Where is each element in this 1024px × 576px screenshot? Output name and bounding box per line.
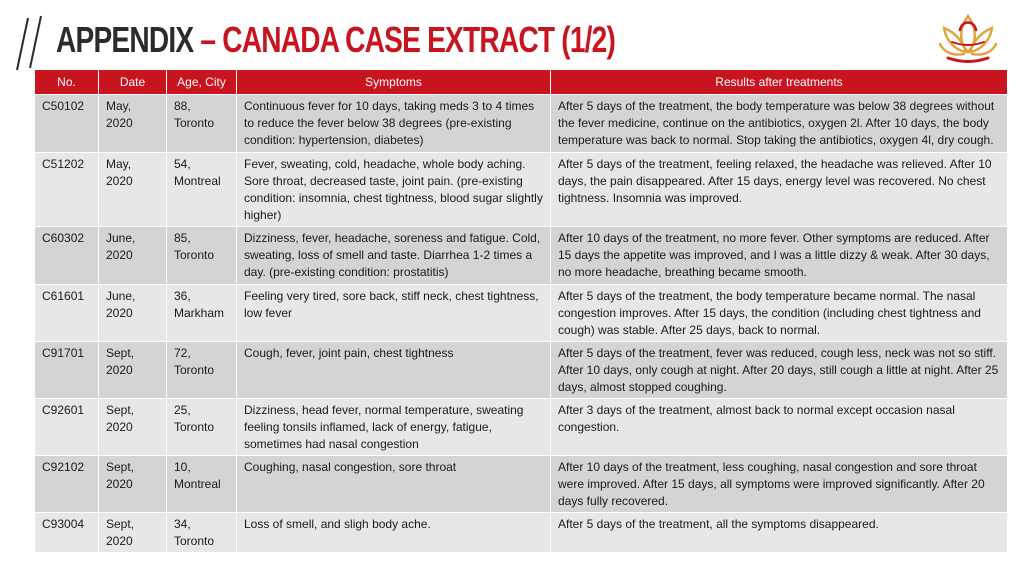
header-symptoms: Symptoms <box>237 70 551 95</box>
cell-age: 88, <box>174 99 191 113</box>
cell-symptoms: Dizziness, head fever, normal temperature, sweating feeling tonsils inflamed, lack of energy, fatigue, sometimes had nasal congestion <box>237 399 551 456</box>
cell-date-month: June, <box>106 289 136 303</box>
cell-date-year: 2020 <box>106 306 133 320</box>
cell-symptoms: Dizziness, fever, headache, soreness and fatigue. Cold, sweating, loss of smell and taste. Diarrhea 1-2 times a day. (pre-existing condition: prostatitis) <box>237 227 551 285</box>
cell-date <box>99 227 167 285</box>
cell-no: C93004 <box>35 513 99 553</box>
cell-date <box>99 285 167 342</box>
cell-no: C92102 <box>35 456 99 513</box>
table-row <box>35 399 1008 456</box>
cell-city: Toronto <box>174 534 215 548</box>
title-prefix: APPENDIX <box>56 19 194 60</box>
cell-date <box>99 153 167 227</box>
cell-date-month: Sept, <box>106 403 135 417</box>
cell-date-month: Sept, <box>106 517 135 531</box>
cell-age: 36, <box>174 289 191 303</box>
title-main: CANADA CASE EXTRACT (1/2) <box>222 19 616 60</box>
table-row <box>35 456 1008 513</box>
cell-date <box>99 513 167 553</box>
table-row <box>35 153 1008 227</box>
cell-results: After 5 days of the treatment, all the symptoms disappeared. <box>551 513 1008 553</box>
cell-symptoms: Loss of smell, and sligh body ache. <box>237 513 551 553</box>
cell-age-city <box>167 153 237 227</box>
cell-date-month: Sept, <box>106 460 135 474</box>
cell-date <box>99 95 167 153</box>
table-row <box>35 95 1008 153</box>
table-header-row <box>35 70 1008 95</box>
cell-results: After 5 days of the treatment, the body temperature became normal. The nasal congestion improves. After 15 days, the condition (including chest tightness and cough) was stable. After 25 days, back to normal. <box>551 285 1008 342</box>
cell-symptoms: Fever, sweating, cold, headache, whole body aching. Sore throat, decreased taste, joint pain. (pre-existing condition: insomnia, chest tightness, blood sugar slightly higher) <box>237 153 551 227</box>
cell-results: After 10 days of the treatment, no more fever. Other symptoms are reduced. After 15 days the appetite was improved, and I was a little dizzy & weak. After 30 days, no more headache, breathing became smooth. <box>551 227 1008 285</box>
cell-date-year: 2020 <box>106 477 133 491</box>
cell-results: After 5 days of the treatment, feeling relaxed, the headache was relieved. After 10 days, the pain disappeared. After 15 days, energy level was recovered. No chest tightness. Insomnia was improved. <box>551 153 1008 227</box>
cell-date-month: May, <box>106 157 132 171</box>
cell-date <box>99 456 167 513</box>
cell-age-city <box>167 513 237 553</box>
cell-no: C51202 <box>35 153 99 227</box>
cell-city: Montreal <box>174 174 221 188</box>
cell-date-month: Sept, <box>106 346 135 360</box>
cell-city: Toronto <box>174 420 215 434</box>
cell-symptoms: Continuous fever for 10 days, taking meds 3 to 4 times to reduce the fever below 38 degrees (pre-existing condition: hypertension, diabetes) <box>237 95 551 153</box>
cell-age-city <box>167 95 237 153</box>
cell-symptoms: Coughing, nasal congestion, sore throat <box>237 456 551 513</box>
cell-age-city <box>167 227 237 285</box>
header-no: No. <box>35 70 99 95</box>
cell-age-city <box>167 399 237 456</box>
double-slash-icon <box>14 14 48 74</box>
case-table <box>34 69 1008 553</box>
header-age-city: Age, City <box>167 70 237 95</box>
cell-results: After 5 days of the treatment, the body temperature was below 38 degrees without the fever medicine, continue on the antibiotics, oxygen 2l. After 10 days, the body temperature was back to normal. Stop taking the antibiotics, oxygen 4l, dry cough. <box>551 95 1008 153</box>
cell-age: 72, <box>174 346 191 360</box>
cell-results: After 10 days of the treatment, less coughing, nasal congestion and sore throat were improved. After 15 days, all symptoms were improved significantly. After 20 days fully recovered. <box>551 456 1008 513</box>
cell-city: Toronto <box>174 248 215 262</box>
cell-date-year: 2020 <box>106 363 133 377</box>
cell-date-month: June, <box>106 231 136 245</box>
cell-city: Markham <box>174 306 225 320</box>
cell-age: 10, <box>174 460 191 474</box>
cell-symptoms: Cough, fever, joint pain, chest tightness <box>237 342 551 399</box>
cell-no: C92601 <box>35 399 99 456</box>
cell-date-year: 2020 <box>106 534 133 548</box>
table-row <box>35 227 1008 285</box>
cell-age: 25, <box>174 403 191 417</box>
cell-date <box>99 399 167 456</box>
page-title <box>56 16 615 64</box>
lotus-logo-icon <box>938 8 998 66</box>
cell-symptoms: Feeling very tired, sore back, stiff neck, chest tightness, low fever <box>237 285 551 342</box>
cell-results: After 3 days of the treatment, almost back to normal except occasion nasal congestion. <box>551 399 1008 456</box>
cell-date-year: 2020 <box>106 248 133 262</box>
cell-age-city <box>167 285 237 342</box>
cell-city: Toronto <box>174 363 215 377</box>
cell-no: C60302 <box>35 227 99 285</box>
cell-date-month: May, <box>106 99 132 113</box>
cell-age: 54, <box>174 157 191 171</box>
cell-results: After 5 days of the treatment, fever was reduced, cough less, neck was not so stiff. After 10 days, only cough at night. After 20 days, still cough a little at night. After 25 days, almost stopped coughing. <box>551 342 1008 399</box>
header-results: Results after treatments <box>551 70 1008 95</box>
cell-city: Toronto <box>174 116 215 130</box>
cell-no: C61601 <box>35 285 99 342</box>
table-row <box>35 342 1008 399</box>
cell-age: 34, <box>174 517 191 531</box>
cell-date-year: 2020 <box>106 420 133 434</box>
cell-age-city <box>167 456 237 513</box>
cell-age: 85, <box>174 231 191 245</box>
cell-date <box>99 342 167 399</box>
header-date: Date <box>99 70 167 95</box>
cell-age-city <box>167 342 237 399</box>
cell-no: C50102 <box>35 95 99 153</box>
cell-date-year: 2020 <box>106 174 133 188</box>
cell-city: Montreal <box>174 477 221 491</box>
title-dash: – <box>193 19 223 60</box>
table-row <box>35 513 1008 553</box>
cell-no: C91701 <box>35 342 99 399</box>
table-row <box>35 285 1008 342</box>
cell-date-year: 2020 <box>106 116 133 130</box>
